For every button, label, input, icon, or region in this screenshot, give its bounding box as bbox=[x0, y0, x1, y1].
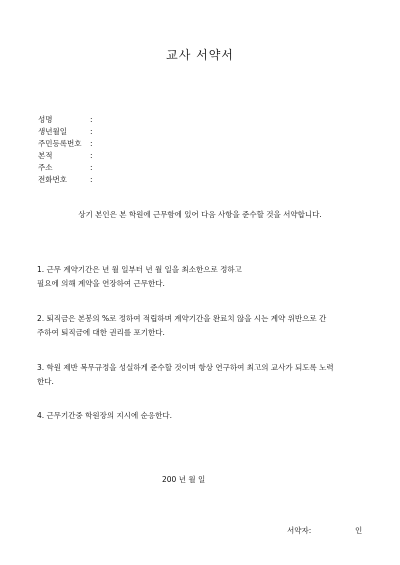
field-label: 전화번호 bbox=[38, 175, 67, 184]
field-label: 성명 bbox=[38, 115, 53, 124]
date-line: 200 년 월 일 bbox=[162, 475, 206, 484]
clause-line: 한다. bbox=[37, 377, 54, 386]
field-colon: : bbox=[90, 175, 93, 184]
clause-line: 4. 근무기간중 학원장의 지시에 순응한다. bbox=[37, 411, 172, 420]
clause-line: 3. 학원 제반 복무규정을 성실하게 준수할 것이며 항상 연구하여 최고의 교사가 되도록 노력 bbox=[37, 363, 334, 372]
field-name bbox=[38, 115, 93, 125]
clause-4 bbox=[37, 409, 367, 423]
field-colon: : bbox=[90, 127, 93, 136]
clause-2 bbox=[37, 312, 367, 340]
clause-line: 필요에 의해 계약을 연장하여 근무한다. bbox=[37, 279, 165, 288]
clause-line: 2. 퇴직금은 본봉의 %로 정하여 적립하며 계약기간을 완료치 않을 시는 계약 위반으로 간 bbox=[37, 314, 327, 323]
clause-line: 1. 근무 계약기간은 년 월 일부터 년 월 일을 최소한으로 정하고 bbox=[37, 265, 242, 274]
clause-1 bbox=[37, 263, 367, 291]
field-label: 주민등록번호 bbox=[38, 139, 82, 148]
field-colon: : bbox=[90, 115, 93, 124]
field-label: 본적 bbox=[38, 151, 53, 160]
clause-line: 주하여 퇴직금에 대한 권리를 포기한다. bbox=[37, 328, 165, 337]
seal-mark: 인 bbox=[355, 526, 363, 535]
clause-3 bbox=[37, 361, 367, 389]
field-colon: : bbox=[90, 151, 93, 160]
field-colon: : bbox=[90, 139, 93, 148]
field-resident-number bbox=[38, 139, 93, 149]
field-birthdate bbox=[38, 127, 93, 137]
field-colon: : bbox=[90, 163, 93, 172]
field-address bbox=[38, 163, 93, 173]
field-label: 생년월일 bbox=[38, 127, 67, 136]
signer-label: 서약자: bbox=[287, 526, 312, 535]
document-title: 교사 서약서 bbox=[166, 48, 234, 62]
field-phone bbox=[38, 175, 93, 185]
pledge-statement: 상기 본인은 본 학원에 근무함에 있어 다음 사항을 준수할 것을 서약합니다. bbox=[78, 210, 322, 219]
field-domicile bbox=[38, 151, 93, 161]
field-label: 주소 bbox=[38, 163, 53, 172]
